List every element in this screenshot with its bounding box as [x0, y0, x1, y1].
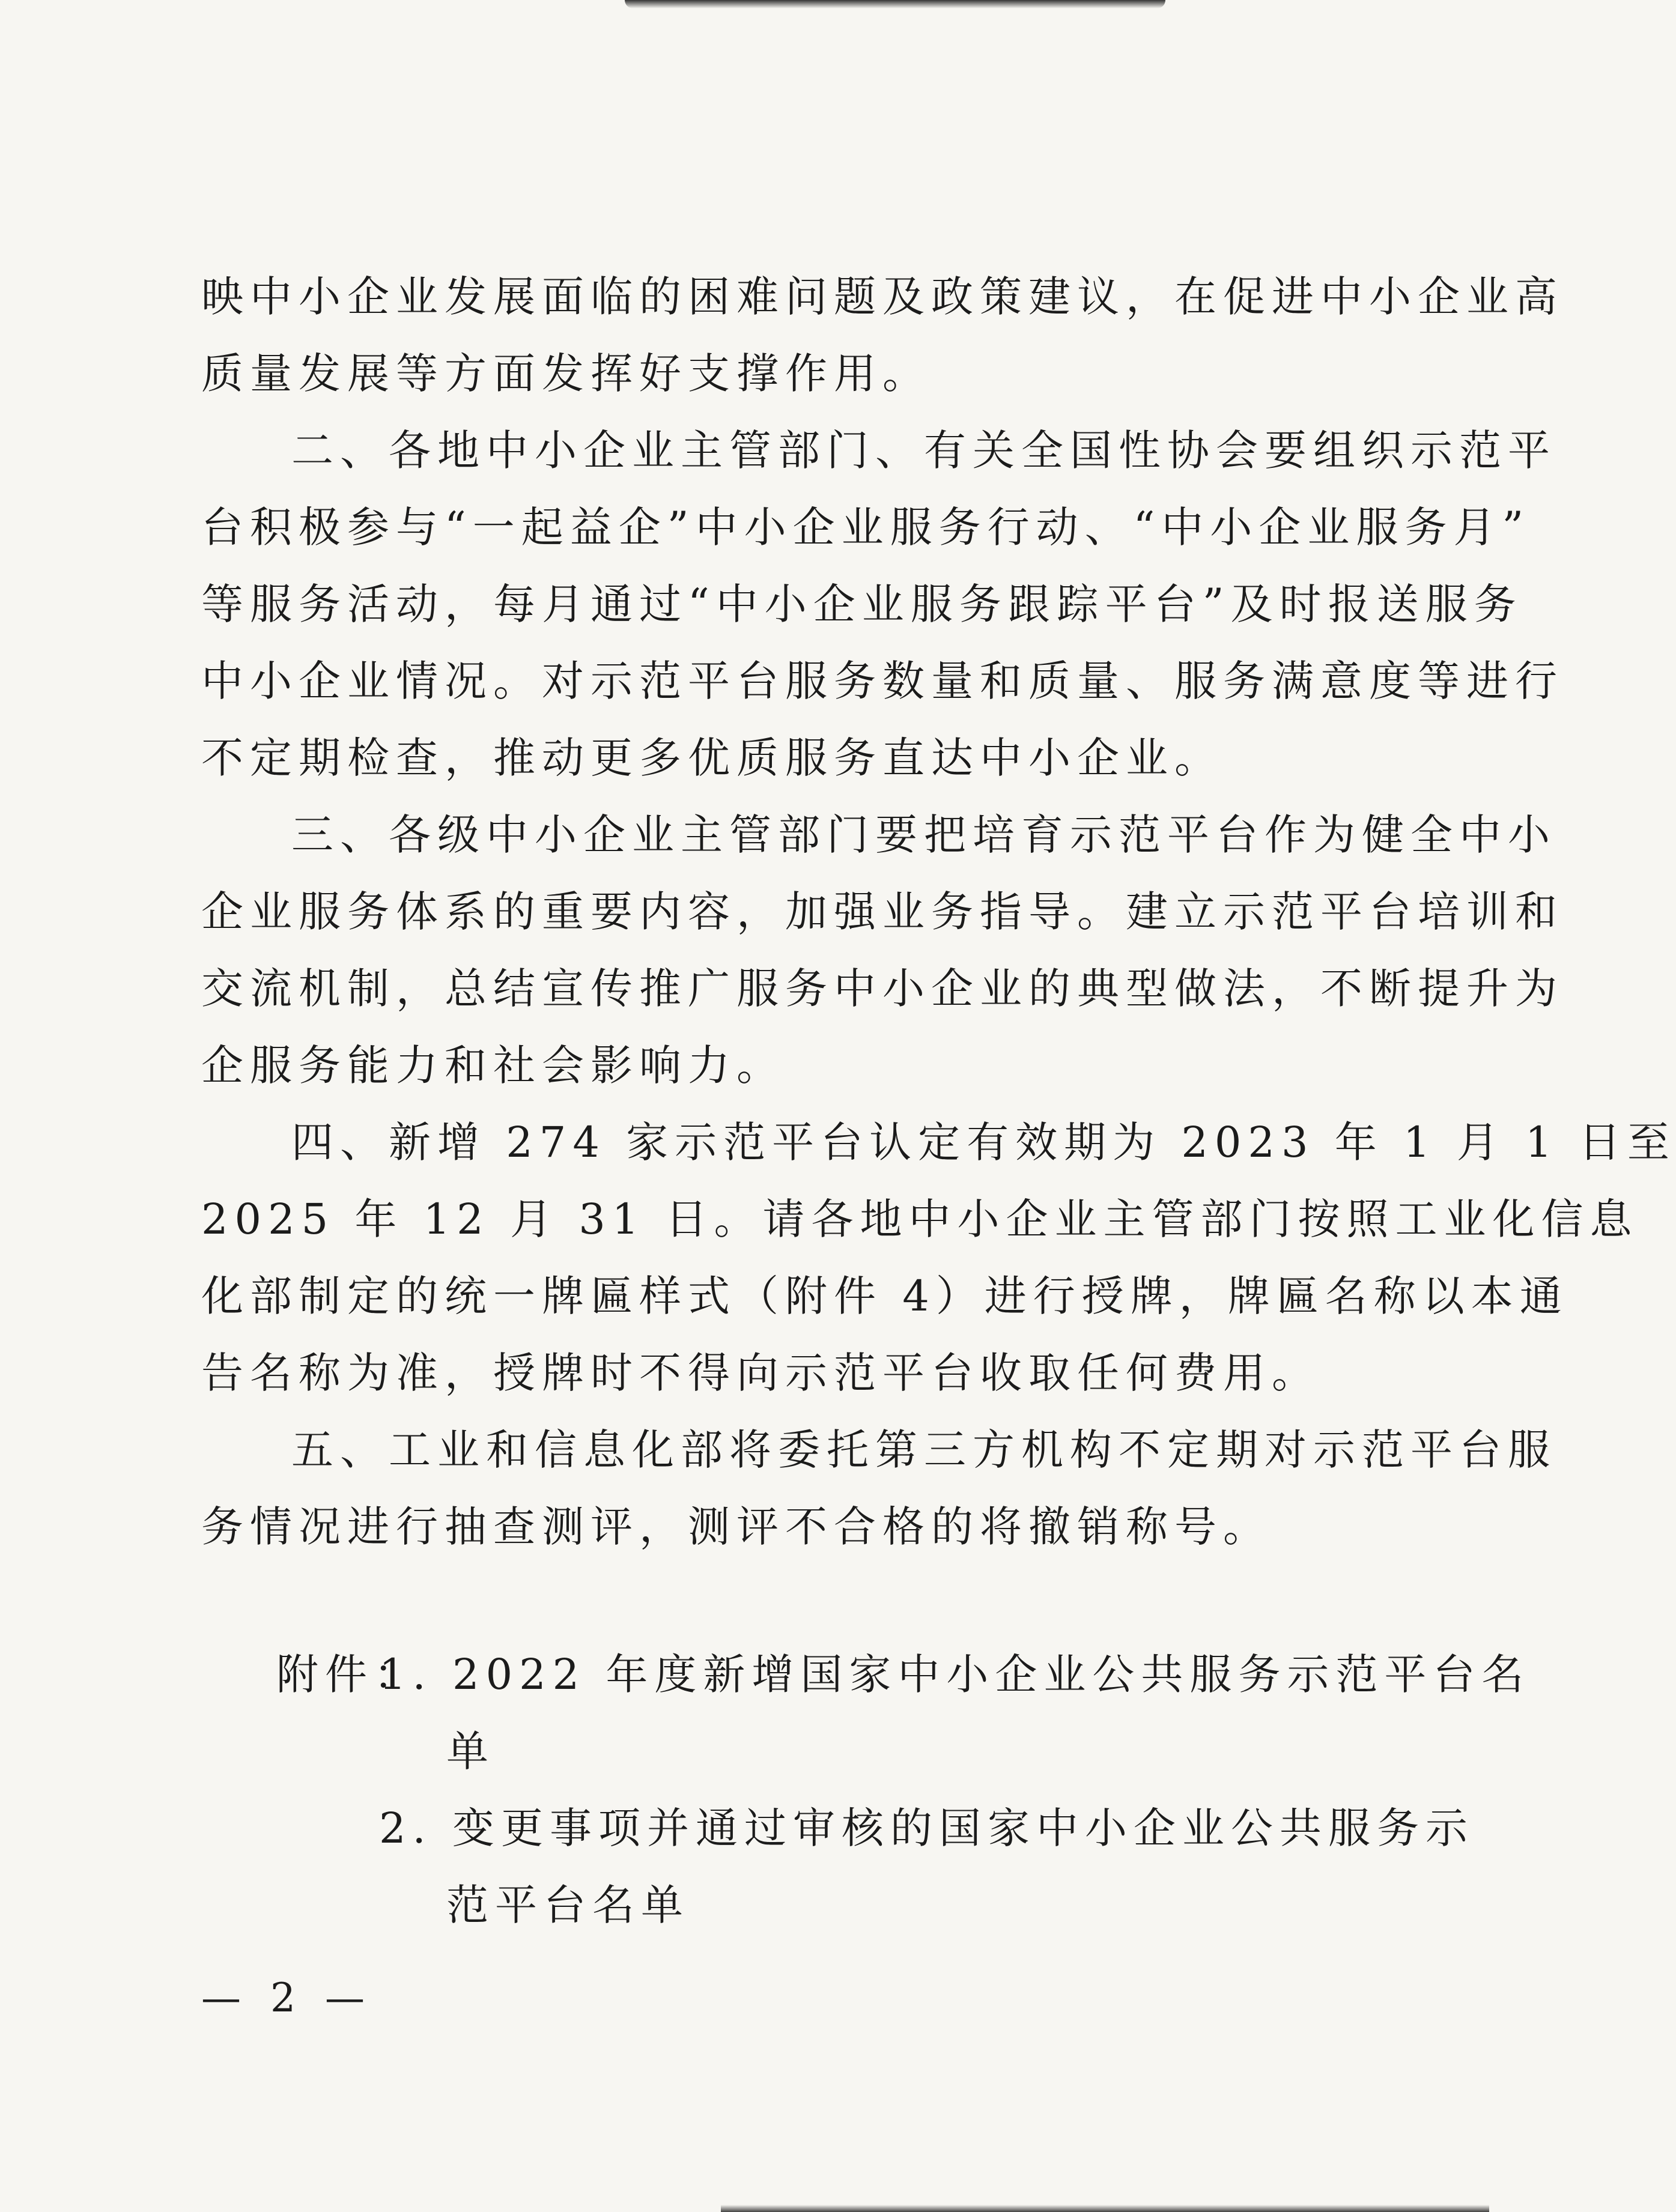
text-line: 五、工业和信息化部将委托第三方机构不定期对示范平台服 — [291, 1425, 1556, 1474]
document-body — [201, 258, 1676, 1944]
paragraph-4 — [201, 1104, 1676, 1411]
text-line: 企服务能力和社会影响力。 — [201, 1041, 785, 1090]
text-line: 告名称为准，授牌时不得向示范平台收取任何费用。 — [201, 1348, 1320, 1398]
attachment-item-1-continued: 单 — [446, 1727, 495, 1776]
attachment-item-2: 2. 变更事项并通过审核的国家中小企业公共服务示 — [379, 1804, 1475, 1853]
text-line: 台积极参与“一起益企”中小企业服务行动、“中小企业服务月” — [201, 503, 1531, 552]
text-line: 中小企业情况。对示范平台服务数量和质量、服务满意度等进行 — [201, 656, 1564, 706]
scan-top-shadow — [625, 0, 1165, 8]
text-line: 交流机制，总结宣传推广服务中小企业的典型做法，不断提升为 — [201, 964, 1564, 1013]
text-line: 企业服务体系的重要内容，加强业务指导。建立示范平台培训和 — [201, 887, 1564, 936]
text-line: 二、各地中小企业主管部门、有关全国性协会要组织示范平 — [291, 426, 1556, 475]
text-line: 四、新增 274 家示范平台认定有效期为 2023 年 1 月 1 日至 — [291, 1118, 1676, 1167]
attachment-item-1-text: 1. 2022 年度新增国家中小企业公共服务示范平台名 — [379, 1650, 1531, 1699]
text-line: 映中小企业发展面临的困难问题及政策建议，在促进中小企业高 — [201, 272, 1564, 321]
paragraph-2 — [201, 412, 1564, 796]
scan-bottom-shadow — [721, 2205, 1489, 2212]
text-line: 不定期检查，推动更多优质服务直达中小企业。 — [201, 733, 1223, 783]
text-line: 务情况进行抽查测评，测评不合格的将撤销称号。 — [201, 1502, 1272, 1551]
text-line: 化部制定的统一牌匾样式（附件 4）进行授牌，牌匾名称以本通 — [201, 1271, 1568, 1321]
attachments-list — [201, 1636, 1531, 1944]
paragraph-5 — [201, 1411, 1556, 1565]
text-line: 质量发展等方面发挥好支撑作用。 — [201, 349, 931, 398]
paragraph-continued — [201, 258, 1564, 412]
attachments-label: 附件： — [276, 1650, 422, 1699]
page-number: — 2 — — [201, 1975, 373, 2021]
text-line: 2025 年 12 月 31 日。请各地中小企业主管部门按照工业化信息 — [201, 1195, 1639, 1244]
text-line: 三、各级中小企业主管部门要把培育示范平台作为健全中小 — [291, 810, 1556, 859]
paragraph-3 — [201, 796, 1564, 1104]
attachment-item-2-continued: 范平台名单 — [446, 1880, 690, 1930]
text-line: 等服务活动，每月通过“中小企业服务跟踪平台”及时报送服务 — [201, 580, 1523, 629]
attachment-item-1 — [201, 1636, 1531, 1713]
section-gap — [201, 1565, 1331, 1636]
